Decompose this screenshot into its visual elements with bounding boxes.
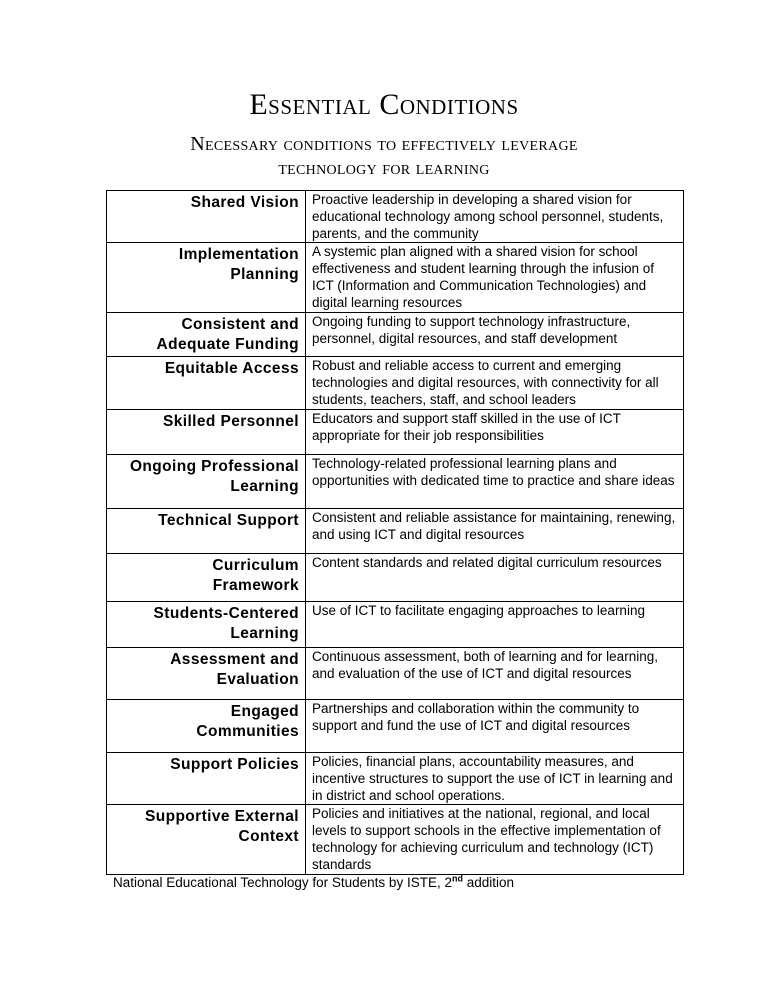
condition-name: Engaged Communities: [107, 700, 306, 753]
table-row: [107, 700, 684, 753]
condition-name: Skilled Personnel: [107, 410, 306, 455]
table-row: [107, 753, 684, 805]
condition-name: Ongoing Professional Learning: [107, 455, 306, 509]
condition-name: Students-Centered Learning: [107, 602, 306, 648]
table-row: [107, 648, 684, 700]
table-row: [107, 243, 684, 313]
table-row: [107, 805, 684, 875]
condition-description: Educators and support staff skilled in the use of ICT appropriate for their job responsibilities: [306, 410, 684, 455]
condition-description: A systemic plan aligned with a shared vision for school effectiveness and student learning through the infusion of ICT (Information and Communication Technologies) and digital learning resources: [306, 243, 684, 313]
condition-description: Ongoing funding to support technology infrastructure, personnel, digital resources, and staff development: [306, 313, 684, 357]
condition-name: Equitable Access: [107, 357, 306, 410]
condition-description: Proactive leadership in developing a shared vision for educational technology among school personnel, students, parents, and the community: [306, 191, 684, 243]
table-row: [107, 410, 684, 455]
condition-description: Consistent and reliable assistance for maintaining, renewing, and using ICT and digital resources: [306, 509, 684, 554]
table-row: [107, 554, 684, 602]
page-subtitle: [0, 132, 768, 180]
condition-description: Partnerships and collaboration within the community to support and fund the use of ICT and digital resources: [306, 700, 684, 753]
condition-name: Consistent and Adequate Funding: [107, 313, 306, 357]
table-row: [107, 509, 684, 554]
condition-description: Content standards and related digital curriculum resources: [306, 554, 684, 602]
condition-description: Policies and initiatives at the national, regional, and local levels to support schools in the effective implementation of technology for achieving curriculum and technology (ICT) standards: [306, 805, 684, 875]
table-row: [107, 602, 684, 648]
condition-description: Policies, financial plans, accountability measures, and incentive structures to support the use of ICT in learning and in district and school operations.: [306, 753, 684, 805]
table-row: [107, 357, 684, 410]
subtitle-line-2: technology for learning: [278, 157, 490, 179]
subtitle-line-1: Necessary conditions to effectively leverage: [190, 133, 578, 155]
source-citation: [113, 874, 514, 891]
citation-suffix: addition: [462, 875, 515, 890]
condition-name: Support Policies: [107, 753, 306, 805]
citation-text: National Educational Technology for Students by ISTE, 2: [113, 875, 452, 890]
condition-name: Implementation Planning: [107, 243, 306, 313]
condition-description: Continuous assessment, both of learning and for learning, and evaluation of the use of ICT and digital resources: [306, 648, 684, 700]
condition-name: Supportive External Context: [107, 805, 306, 875]
citation-superscript: nd: [451, 873, 463, 884]
condition-description: Technology-related professional learning plans and opportunities with dedicated time to practice and share ideas: [306, 455, 684, 509]
table-row: [107, 191, 684, 243]
condition-name: Technical Support: [107, 509, 306, 554]
condition-description: Use of ICT to facilitate engaging approaches to learning: [306, 602, 684, 648]
condition-name: Shared Vision: [107, 191, 306, 243]
table-row: [107, 313, 684, 357]
condition-description: Robust and reliable access to current and emerging technologies and digital resources, with connectivity for all students, teachers, staff, and school leaders: [306, 357, 684, 410]
table-row: [107, 455, 684, 509]
conditions-table: [106, 190, 684, 875]
page-title: Essential Conditions: [249, 88, 519, 121]
condition-name: Assessment and Evaluation: [107, 648, 306, 700]
condition-name: Curriculum Framework: [107, 554, 306, 602]
